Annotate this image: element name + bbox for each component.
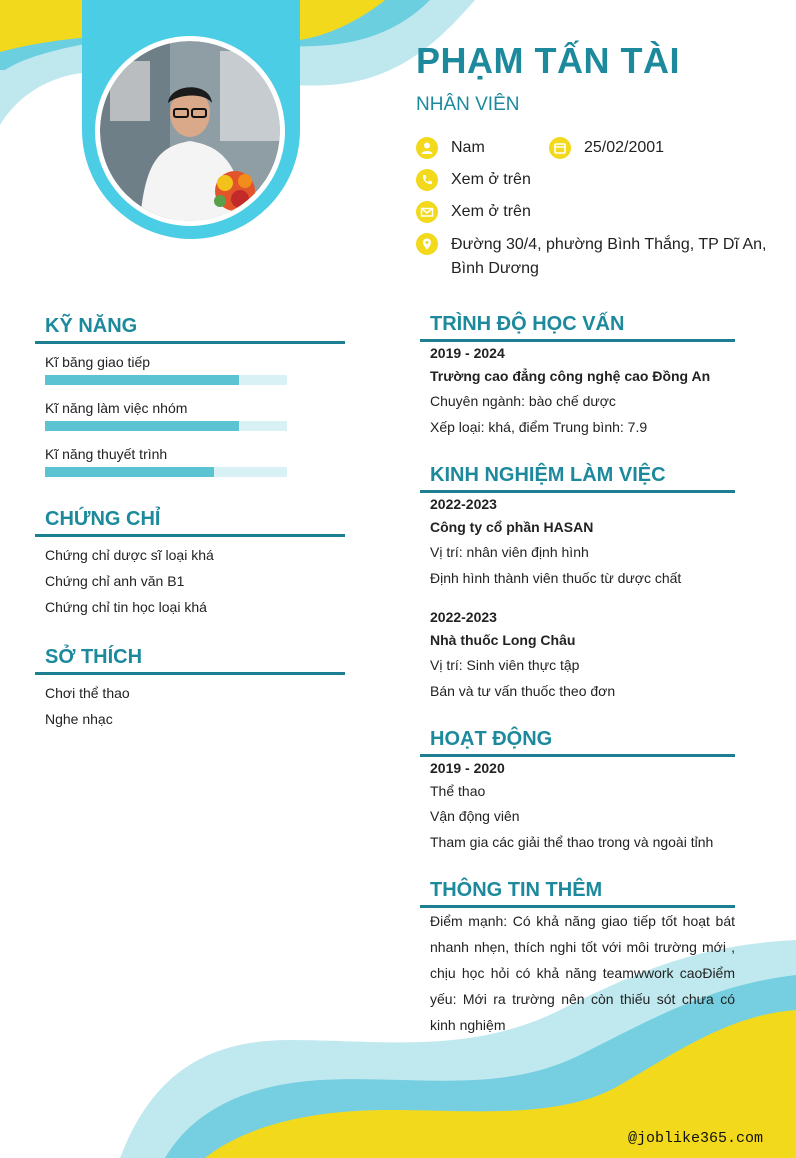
skill-bar bbox=[45, 467, 287, 477]
additional-info-title: THÔNG TIN THÊM bbox=[430, 879, 603, 901]
certificates-title: CHỨNG CHỈ bbox=[45, 508, 161, 530]
activity-line: Thể thao bbox=[430, 783, 486, 799]
skill-bar bbox=[45, 375, 287, 385]
phone-row bbox=[416, 169, 531, 191]
footer-watermark: @joblike365.com bbox=[628, 1130, 764, 1147]
email-row bbox=[416, 201, 531, 223]
job-title: NHÂN VIÊN bbox=[416, 94, 520, 115]
job-period: 2022-2023 bbox=[430, 609, 497, 625]
experience-title: KINH NGHIỆM LÀM VIỆC bbox=[430, 464, 666, 486]
certificate-item: Chứng chỉ anh văn B1 bbox=[45, 573, 185, 589]
job-description: Định hình thành viên thuốc từ dược chất bbox=[430, 570, 682, 586]
certificate-item: Chứng chỉ tin học loại khá bbox=[45, 599, 207, 615]
certificates-divider bbox=[35, 534, 345, 537]
job-company: Nhà thuốc Long Châu bbox=[430, 632, 576, 648]
job-position: Vị trí: nhân viên định hình bbox=[430, 544, 589, 560]
mail-icon bbox=[416, 201, 438, 223]
hobby-item: Chơi thể thao bbox=[45, 685, 130, 701]
education-title: TRÌNH ĐỘ HỌC VẤN bbox=[430, 313, 625, 335]
activities-title: HOẠT ĐỘNG bbox=[430, 728, 553, 750]
experience-divider bbox=[420, 490, 735, 493]
skill-bar-fill bbox=[45, 375, 239, 385]
job-period: 2022-2023 bbox=[430, 496, 497, 512]
skills-divider bbox=[35, 341, 345, 344]
calendar-icon bbox=[549, 137, 571, 159]
activity-line: Vận động viên bbox=[430, 808, 520, 824]
gender-row bbox=[416, 137, 485, 159]
skill-label: Kĩ năng thuyết trình bbox=[45, 446, 168, 462]
hobbies-divider bbox=[35, 672, 345, 675]
avatar bbox=[95, 36, 285, 226]
certificate-item: Chứng chỉ dược sĩ loại khá bbox=[45, 547, 214, 563]
job-company: Công ty cổ phần HASAN bbox=[430, 519, 594, 535]
hobby-item: Nghe nhạc bbox=[45, 711, 113, 727]
skill-bar bbox=[45, 421, 287, 431]
activity-line: Tham gia các giải thể thao trong và ngoài tỉnh bbox=[430, 834, 714, 850]
phone-value: Xem ở trên bbox=[451, 171, 531, 188]
location-pin-icon bbox=[416, 233, 438, 255]
birthday-row bbox=[549, 137, 664, 159]
education-major: Chuyên ngành: bào chế dược bbox=[430, 393, 616, 409]
phone-icon bbox=[416, 169, 438, 191]
education-divider bbox=[420, 339, 735, 342]
email-value: Xem ở trên bbox=[451, 203, 531, 220]
candidate-name: PHẠM TẤN TÀI bbox=[416, 40, 680, 81]
gender-value: Nam bbox=[451, 139, 485, 156]
activities-divider bbox=[420, 754, 735, 757]
skill-bar-fill bbox=[45, 467, 214, 477]
additional-info-text: Điểm mạnh: Có khả năng giao tiếp tốt hoạt bát nhanh nhẹn, thích nghi tốt với môi trường mới , chịu học hỏi có khả năng teamwwork caoĐiểm yếu: Mới ra trường nên còn thiếu sót chưa có kinh nghiệm bbox=[430, 913, 735, 1033]
education-period: 2019 - 2024 bbox=[430, 345, 505, 361]
person-icon bbox=[416, 137, 438, 159]
skill-label: Kĩ băng giao tiếp bbox=[45, 354, 151, 370]
address-line-1: Đường 30/4, phường Bình Thắng, TP Dĩ An, bbox=[451, 236, 767, 253]
skills-title: KỸ NĂNG bbox=[45, 315, 138, 337]
job-description: Bán và tư vấn thuốc theo đơn bbox=[430, 683, 616, 699]
education-school: Trường cao đẳng công nghệ cao Đồng An bbox=[430, 368, 711, 384]
activity-period: 2019 - 2020 bbox=[430, 760, 505, 776]
hobbies-title: SỞ THÍCH bbox=[45, 646, 143, 668]
job-position: Vị trí: Sinh viên thực tập bbox=[430, 657, 580, 673]
address-row bbox=[416, 233, 767, 281]
address-value bbox=[451, 233, 767, 281]
profile-photo bbox=[100, 41, 280, 221]
birthday-value: 25/02/2001 bbox=[584, 139, 665, 156]
education-grade: Xếp loại: khá, điểm Trung bình: 7.9 bbox=[430, 419, 648, 435]
skill-label: Kĩ năng làm việc nhóm bbox=[45, 400, 188, 416]
skill-bar-fill bbox=[45, 421, 239, 431]
address-line-2: Bình Dương bbox=[451, 260, 539, 277]
